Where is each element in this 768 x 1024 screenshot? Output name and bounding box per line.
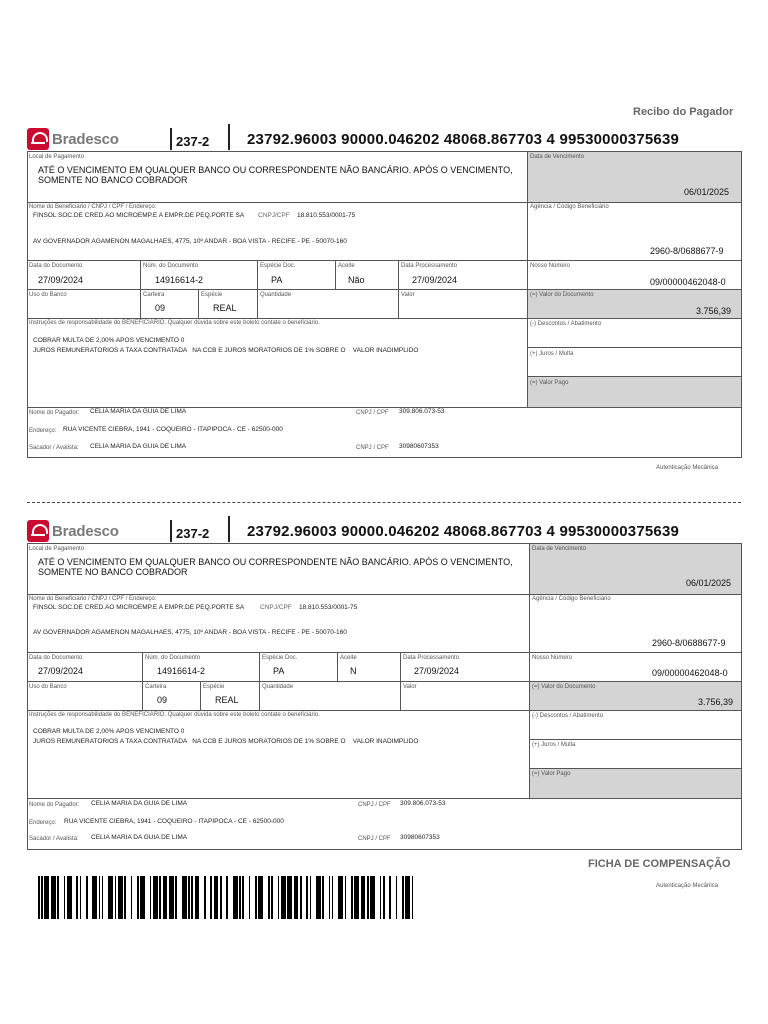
- instrucao-2: JUROS REMUNERATORIOS A TAXA CONTRATADA NA CCB E JUROS MORATORIOS DE 1% SOBRE O VALOR INADIMPLIDO: [33, 347, 419, 354]
- barcode[interactable]: [38, 876, 416, 919]
- label-especie-ficha: Espécie: [203, 684, 225, 690]
- label-carteira-ficha: Carteira: [145, 684, 167, 690]
- label-nosso-numero: Nosso Número: [530, 263, 571, 269]
- label-endereco-ficha: Endereço:: [29, 820, 57, 826]
- cut-line: [27, 502, 741, 503]
- label-valor-pago-ficha: (=) Valor Pago: [532, 771, 571, 777]
- valor-documento-value-ficha: 3.756,39: [698, 697, 734, 707]
- label-num-documento: Núm. do Documento: [143, 263, 199, 269]
- beneficiario-nome-ficha: FINSOL SOC.DE CRED.AO MICROEMP.E A EMPR.DE PEQ.PORTE SA: [33, 604, 245, 611]
- divider: [337, 652, 338, 681]
- sacador-cpf: 30980607353: [399, 443, 439, 450]
- divider: [530, 739, 741, 740]
- divider: [28, 652, 741, 653]
- label-uso-banco: Uso do Banco: [29, 292, 67, 298]
- barcode-bar: [413, 876, 415, 919]
- digitable-line[interactable]: 23792.96003 90000.046202 48068.867703 4 99530000375639: [247, 131, 680, 148]
- divider: [200, 681, 201, 710]
- agencia-codigo-value-ficha: 2960-8/0688677-9: [652, 638, 726, 648]
- divider: [398, 260, 399, 318]
- label-cnpj-beneficiario-ficha: CNPJ/CPF: [260, 604, 292, 611]
- pagador-endereco: RUA VICENTE CIEBRA, 1941 - COQUEIRO - ITAPIPOCA - CE - 62500-000: [63, 426, 283, 433]
- label-nosso-numero-ficha: Nosso Número: [532, 655, 573, 661]
- label-valor: Valor: [401, 292, 415, 298]
- label-aceite: Aceite: [338, 263, 355, 269]
- label-valor-ficha: Valor: [403, 684, 417, 690]
- divider: [198, 289, 199, 318]
- num-documento-value-ficha: 14916614-2: [157, 666, 206, 676]
- pagador-endereco-ficha: RUA VICENTE CIEBRA, 1941 - COQUEIRO - ITAPIPOCA - CE - 62500-000: [64, 818, 284, 825]
- beneficiario-cnpj-ficha: 18.810.553/0001-75: [299, 604, 358, 611]
- divider: [28, 289, 741, 290]
- instrucao-2-ficha: JUROS REMUNERATORIOS A TAXA CONTRATADA NA CCB E JUROS MORATORIOS DE 1% SOBRE O VALOR INADIMPLIDO: [33, 738, 419, 745]
- label-agencia-codigo-ficha: Agência / Código Beneficiário: [532, 596, 611, 602]
- label-num-documento-ficha: Núm. do Documento: [145, 655, 201, 661]
- label-nome-pagador: Nome do Pagador:: [29, 410, 80, 416]
- valor-documento-value: 3.756,39: [696, 306, 732, 316]
- label-sacador: Sacador / Avalista:: [29, 445, 79, 451]
- label-endereco: Endereço:: [29, 428, 57, 434]
- beneficiario-cnpj: 18.810.553/0001-75: [297, 212, 356, 219]
- label-especie-doc: Espécie Doc.: [260, 263, 296, 269]
- label-instrucoes: Instruções de responsabilidade do BENEFICIÁRIO. Qualquer dúvida sobre este boleto contate o beneficiário.: [29, 320, 320, 326]
- label-data-processamento-ficha: Data Processamento: [403, 655, 460, 661]
- local-pagamento-line1: ATÉ O VENCIMENTO EM QUALQUER BANCO OU CORRESPONDENTE NÃO BANCÁRIO. APÓS O VENCIMENTO,: [38, 165, 513, 175]
- divider: [142, 652, 143, 710]
- divider: [28, 710, 741, 711]
- sacador-nome: CELIA MARIA DA GUIA DE LIMA: [90, 443, 187, 450]
- bank-name: Bradesco: [52, 130, 119, 148]
- label-uso-banco-ficha: Uso do Banco: [29, 684, 67, 690]
- bradesco-logo-icon: [27, 128, 49, 150]
- divider: [259, 652, 260, 710]
- nosso-numero-value: 09/00000462048-0: [650, 277, 726, 287]
- local-pagamento-line2: SOMENTE NO BANCO COBRADOR: [38, 175, 188, 185]
- bank-code: 237-2: [176, 134, 210, 149]
- label-instrucoes-ficha: Instruções de responsabilidade do BENEFICIÁRIO. Qualquer dúvida sobre este boleto contate o beneficiário.: [29, 712, 320, 718]
- bank-code-ficha: 237-2: [176, 526, 210, 541]
- divider: [28, 202, 741, 203]
- digitable-line-ficha[interactable]: 23792.96003 90000.046202 48068.867703 4 99530000375639: [247, 523, 680, 540]
- instrucao-1-ficha: COBRAR MULTA DE 2,00% APOS VENCIMENTO 0: [33, 728, 185, 735]
- data-processamento-value: 27/09/2024: [412, 275, 458, 285]
- label-data-vencimento: Data de Vencimento: [530, 154, 585, 160]
- label-sacador-ficha: Sacador / Avalista:: [29, 836, 79, 842]
- aceite-value: Não: [348, 275, 365, 285]
- label-data-documento-ficha: Data do Documento: [29, 655, 83, 661]
- divider: [228, 124, 230, 150]
- label-beneficiario-ficha: Nome do Beneficiário / CNPJ / CPF / Endereço:: [29, 596, 157, 602]
- label-juros: (+) Juros / Multa: [530, 351, 574, 357]
- divider: [527, 152, 528, 407]
- label-descontos-ficha: (-) Descontos / Abatimento: [532, 713, 604, 719]
- divider: [28, 318, 741, 319]
- label-autenticacao-ficha: Autenticação Mecânica: [656, 883, 719, 889]
- label-data-documento: Data do Documento: [29, 263, 83, 269]
- beneficiario-endereco-ficha: AV GOVERNADOR AGAMENON MAGALHAES, 4775, 10º ANDAR - BOA VISTA - RECIFE - PE - 50070-160: [33, 629, 347, 636]
- label-juros-ficha: (+) Juros / Multa: [532, 742, 576, 748]
- label-autenticacao-receipt: Autenticação Mecânica: [656, 465, 719, 471]
- divider: [28, 594, 741, 595]
- label-especie: Espécie: [201, 292, 223, 298]
- divider: [335, 260, 336, 289]
- especie-value: REAL: [213, 303, 237, 313]
- data-vencimento-value: 06/01/2025: [684, 187, 730, 197]
- label-local-pagamento: Local de Pagamento: [29, 154, 85, 160]
- bank-logo: [27, 128, 119, 150]
- nosso-numero-value-ficha: 09/00000462048-0: [652, 668, 728, 678]
- sacador-nome-ficha: CELIA MARIA DA GUIA DE LIMA: [91, 834, 188, 841]
- instrucao-1: COBRAR MULTA DE 2,00% APOS VENCIMENTO 0: [33, 337, 185, 344]
- label-valor-documento-ficha: (=) Valor do Documento: [532, 684, 596, 690]
- aceite-value-ficha: N: [350, 666, 357, 676]
- sacador-cpf-ficha: 30980607353: [400, 834, 440, 841]
- beneficiario-endereco: AV GOVERNADOR AGAMENON MAGALHAES, 4775, 10º ANDAR - BOA VISTA - RECIFE - PE - 50070-160: [33, 238, 347, 245]
- bradesco-logo-icon: [27, 520, 49, 542]
- label-agencia-codigo: Agência / Código Beneficiário: [530, 204, 609, 210]
- carteira-value: 09: [155, 303, 166, 313]
- especie-doc-value: PA: [271, 275, 283, 285]
- label-especie-doc-ficha: Espécie Doc.: [262, 655, 298, 661]
- divider: [140, 260, 141, 318]
- data-documento-value: 27/09/2024: [38, 275, 84, 285]
- label-nome-pagador-ficha: Nome do Pagador:: [29, 802, 80, 808]
- label-cnpj-beneficiario: CNPJ/CPF: [258, 212, 290, 219]
- label-carteira: Carteira: [143, 292, 165, 298]
- receipt-title: Recibo do Pagador: [633, 106, 734, 118]
- pagador-nome-ficha: CELIA MARIA DA GUIA DE LIMA: [91, 800, 188, 807]
- especie-doc-value-ficha: PA: [273, 666, 285, 676]
- label-beneficiario: Nome do Beneficiário / CNPJ / CPF / Endereço:: [29, 204, 157, 210]
- label-descontos: (-) Descontos / Abatimento: [530, 321, 602, 327]
- divider: [170, 520, 172, 542]
- pagador-cpf: 309.806.073-53: [399, 408, 445, 415]
- compensation-title: FICHA DE COMPENSAÇÃO: [588, 858, 731, 870]
- especie-value-ficha: REAL: [215, 695, 239, 705]
- pagador-cpf-ficha: 309.806.073-53: [400, 800, 446, 807]
- label-valor-pago: (=) Valor Pago: [530, 380, 569, 386]
- label-quantidade: Quantidade: [260, 292, 292, 298]
- divider: [170, 128, 172, 150]
- label-aceite-ficha: Aceite: [340, 655, 357, 661]
- data-documento-value-ficha: 27/09/2024: [38, 666, 84, 676]
- label-data-processamento: Data Processamento: [401, 263, 458, 269]
- num-documento-value: 14916614-2: [155, 275, 204, 285]
- label-cpf-sacador: CNPJ / CPF: [356, 445, 389, 451]
- divider: [528, 376, 741, 377]
- bank-logo-ficha: [27, 520, 119, 542]
- beneficiario-nome: FINSOL SOC.DE CRED.AO MICROEMP.E A EMPR.DE PEQ.PORTE SA: [33, 212, 245, 219]
- label-cpf-sacador-ficha: CNPJ / CPF: [358, 836, 391, 842]
- divider: [28, 260, 741, 261]
- divider: [529, 544, 530, 798]
- divider: [257, 260, 258, 318]
- pagador-nome: CELIA MARIA DA GUIA DE LIMA: [90, 408, 187, 415]
- label-data-vencimento-ficha: Data de Vencimento: [532, 546, 587, 552]
- divider: [530, 768, 741, 769]
- label-cpf-pagador: CNPJ / CPF: [356, 410, 389, 416]
- label-local-pagamento-ficha: Local de Pagamento: [29, 546, 85, 552]
- carteira-value-ficha: 09: [157, 695, 168, 705]
- divider: [400, 652, 401, 710]
- local-pagamento-line1-ficha: ATÉ O VENCIMENTO EM QUALQUER BANCO OU CORRESPONDENTE NÃO BANCÁRIO. APÓS O VENCIMENTO,: [38, 557, 513, 567]
- bank-name-ficha: Bradesco: [52, 522, 119, 540]
- label-cpf-pagador-ficha: CNPJ / CPF: [358, 802, 391, 808]
- divider: [228, 516, 230, 542]
- agencia-codigo-value: 2960-8/0688677-9: [650, 246, 724, 256]
- label-quantidade-ficha: Quantidade: [262, 684, 294, 690]
- divider: [28, 798, 741, 799]
- divider: [28, 681, 741, 682]
- data-processamento-value-ficha: 27/09/2024: [414, 666, 460, 676]
- label-valor-documento: (=) Valor do Documento: [530, 292, 594, 298]
- divider: [528, 347, 741, 348]
- data-vencimento-value-ficha: 06/01/2025: [686, 578, 732, 588]
- local-pagamento-line2-ficha: SOMENTE NO BANCO COBRADOR: [38, 567, 188, 577]
